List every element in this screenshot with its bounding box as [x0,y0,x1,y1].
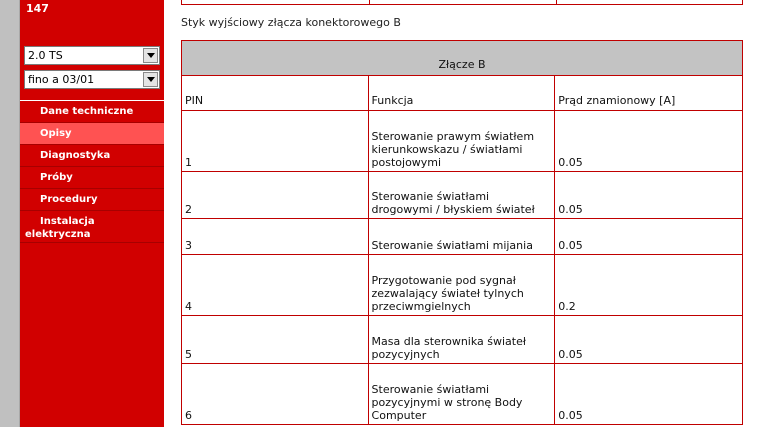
current-cell: 0.2 [555,255,743,316]
pin-cell: 6 [182,364,369,425]
pin-cell: 2 [182,172,369,219]
column-header-prad: Prąd znamionowy [A] [555,76,743,111]
year-select[interactable] [24,70,160,89]
engine-select-value: 2.0 TS [28,49,63,62]
table-row [182,172,743,219]
table-row [182,219,743,255]
function-cell: Sterowanie prawym światłem kierunkowskazu / światłami postojowymi [368,111,555,172]
function-cell: Sterowanie światłami drogowymi / błyskiem świateł [368,172,555,219]
pin-cell: 4 [182,255,369,316]
function-cell: Sterowanie światłami pozycyjnymi w stronę Body Computer [368,364,555,425]
table-row [182,316,743,364]
column-header-funkcja: Funkcja [368,76,555,111]
current-cell: 0.05 [555,364,743,425]
model-title: 147 [26,2,49,15]
column-header-pin: PIN [182,76,369,111]
pin-cell: 3 [182,219,369,255]
table-header-row [182,76,743,111]
year-select-value: fino a 03/01 [28,73,95,86]
sidebar-item-opisy[interactable]: Opisy [20,123,164,145]
sidebar-item-diagnostyka[interactable]: Diagnostyka [20,145,164,167]
sidebar-item-proby[interactable]: Próby [20,167,164,189]
sidebar-nav [20,100,164,243]
function-cell: Sterowanie światłami mijania [368,219,555,255]
sidebar [20,0,164,427]
sidebar-item-instalacja-elektryczna[interactable]: Instalacja elektryczna [20,211,164,243]
sidebar-item-dane-techniczne[interactable]: Dane techniczne [20,101,164,123]
chevron-down-icon[interactable] [143,72,158,87]
main-content [164,0,772,427]
divider [369,0,370,5]
current-cell: 0.05 [555,219,743,255]
current-cell: 0.05 [555,111,743,172]
pin-cell: 5 [182,316,369,364]
current-cell: 0.05 [555,316,743,364]
current-cell: 0.05 [555,172,743,219]
table-caption: Złącze B [182,41,743,76]
left-frame-strip [0,0,20,427]
section-title: Styk wyjściowy złącza konektorowego B [181,16,401,29]
chevron-down-icon[interactable] [143,48,158,63]
function-cell: Masa dla sterownika świateł pozycyjnych [368,316,555,364]
table-row [182,111,743,172]
connector-b-table [181,40,743,425]
pin-cell: 1 [182,111,369,172]
function-cell: Przygotowanie pod sygnał zezwalający świateł tylnych przeciwmgielnych [368,255,555,316]
divider [556,0,557,5]
previous-table-fragment [181,0,743,5]
table-row [182,255,743,316]
sidebar-item-procedury[interactable]: Procedury [20,189,164,211]
engine-select[interactable] [24,46,160,65]
table-row [182,364,743,425]
